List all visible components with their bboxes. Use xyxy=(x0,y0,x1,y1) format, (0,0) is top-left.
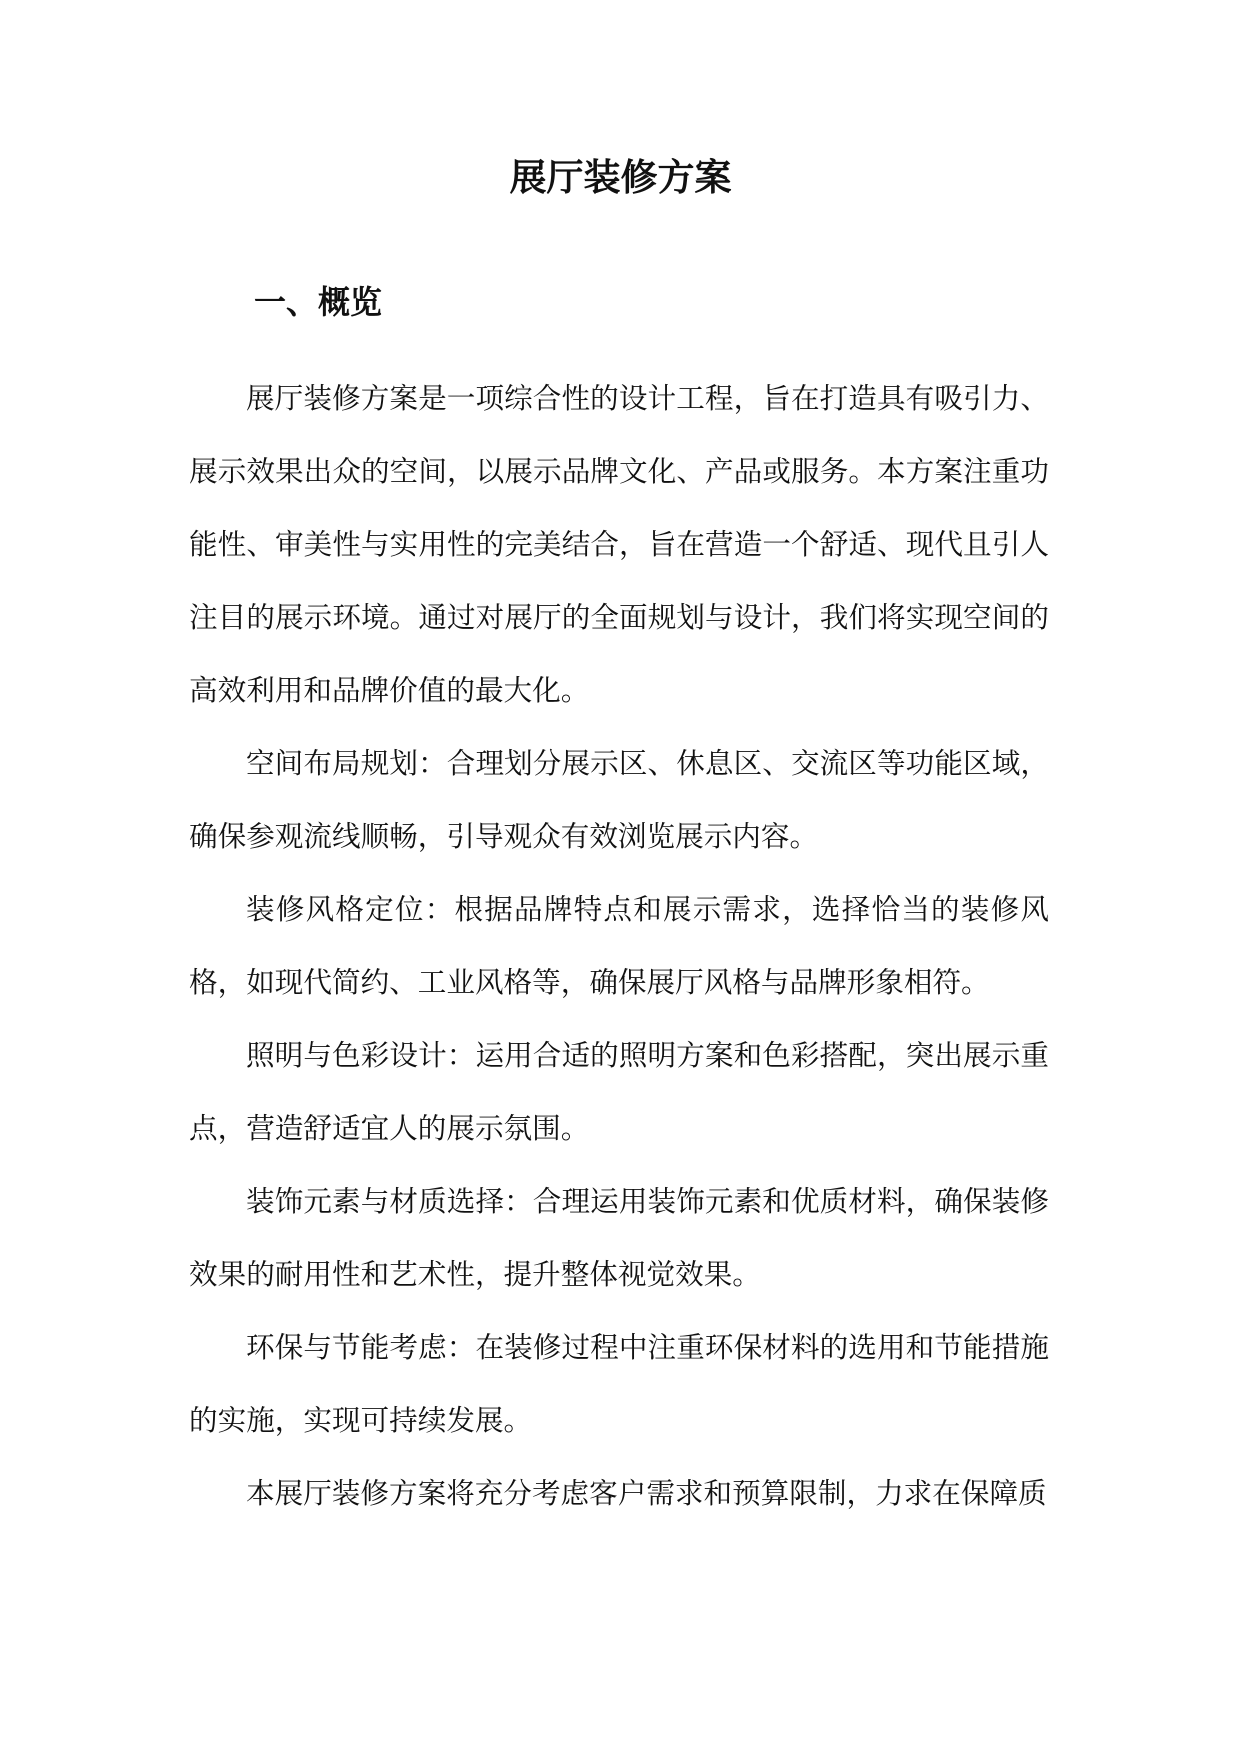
paragraph-space-layout: 空间布局规划：合理划分展示区、休息区、交流区等功能区域，确保参观流线顺畅，引导观众有效浏览展示内容。 xyxy=(189,746,1049,853)
paragraph-eco-energy: 环保与节能考虑：在装修过程中注重环保材料的选用和节能措施的实施，实现可持续发展。 xyxy=(189,1330,1049,1437)
paragraph-decoration-materials: 装饰元素与材质选择：合理运用装饰元素和优质材料，确保装修效果的耐用性和艺术性，提升整体视觉效果。 xyxy=(189,1184,1049,1291)
paragraph-closing: 本展厅装修方案将充分考虑客户需求和预算限制，力求在保障质 xyxy=(246,1476,1047,1510)
paragraph-lighting-color: 照明与色彩设计：运用合适的照明方案和色彩搭配，突出展示重点，营造舒适宜人的展示氛围。 xyxy=(189,1038,1049,1145)
paragraph-overview: 展厅装修方案是一项综合性的设计工程，旨在打造具有吸引力、展示效果出众的空间，以展示品牌文化、产品或服务。本方案注重功能性、审美性与实用性的完美结合，旨在营造一个舒适、现代且引人注目的展示环境。通过对展厅的全面规划与设计，我们将实现空间的高效利用和品牌价值的最大化。 xyxy=(189,381,1049,707)
paragraph-style-positioning: 装修风格定位：根据品牌特点和展示需求，选择恰当的装修风格，如现代简约、工业风格等，确保展厅风格与品牌形象相符。 xyxy=(189,892,1049,999)
document-body xyxy=(189,362,1049,1530)
section-heading-overview: 一、概览 xyxy=(254,283,383,321)
document-title: 展厅装修方案 xyxy=(509,155,732,199)
